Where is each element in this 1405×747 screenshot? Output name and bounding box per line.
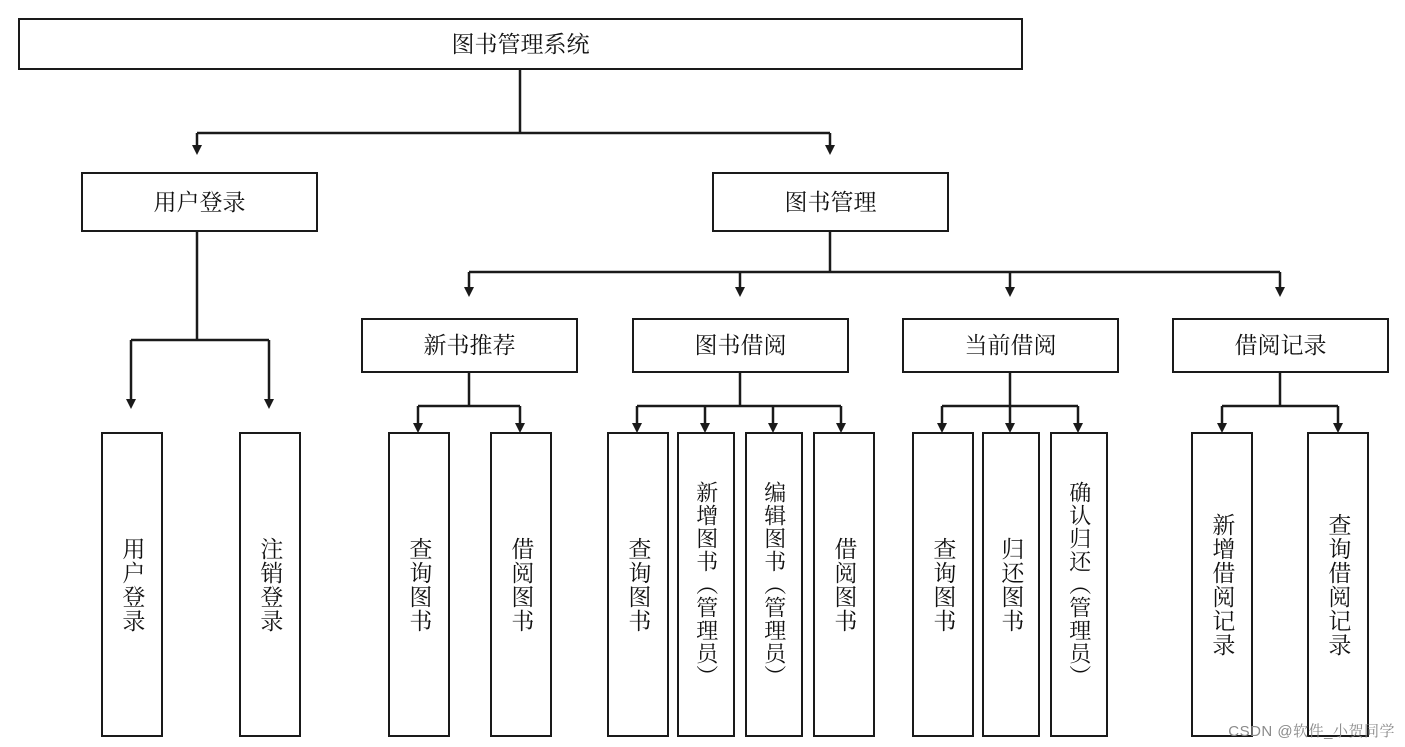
leaf-user-login-login: 用户登录 [101, 432, 163, 737]
leaf-user-login-logout: 注销登录 [239, 432, 301, 737]
leaf-record-add: 新增借阅记录 [1191, 432, 1253, 737]
leaf-borrow-edit-book-admin: 编辑图书（管理员） [745, 432, 803, 737]
node-book-management: 图书管理 [712, 172, 949, 232]
node-root: 图书管理系统 [18, 18, 1023, 70]
node-book-borrow: 图书借阅 [632, 318, 849, 373]
node-borrow-record: 借阅记录 [1172, 318, 1389, 373]
leaf-new-book-query: 查询图书 [388, 432, 450, 737]
node-new-book-recommend: 新书推荐 [361, 318, 578, 373]
leaf-borrow-query-book: 查询图书 [607, 432, 669, 737]
leaf-borrow-borrow-book: 借阅图书 [813, 432, 875, 737]
leaf-current-confirm-return-admin: 确认归还（管理员） [1050, 432, 1108, 737]
node-current-borrow: 当前借阅 [902, 318, 1119, 373]
node-user-login: 用户登录 [81, 172, 318, 232]
leaf-borrow-add-book-admin: 新增图书（管理员） [677, 432, 735, 737]
leaf-current-return-book: 归还图书 [982, 432, 1040, 737]
leaf-record-query: 查询借阅记录 [1307, 432, 1369, 737]
leaf-current-query-book: 查询图书 [912, 432, 974, 737]
leaf-new-book-borrow: 借阅图书 [490, 432, 552, 737]
watermark: CSDN @软件_小贺同学 [1228, 723, 1395, 740]
